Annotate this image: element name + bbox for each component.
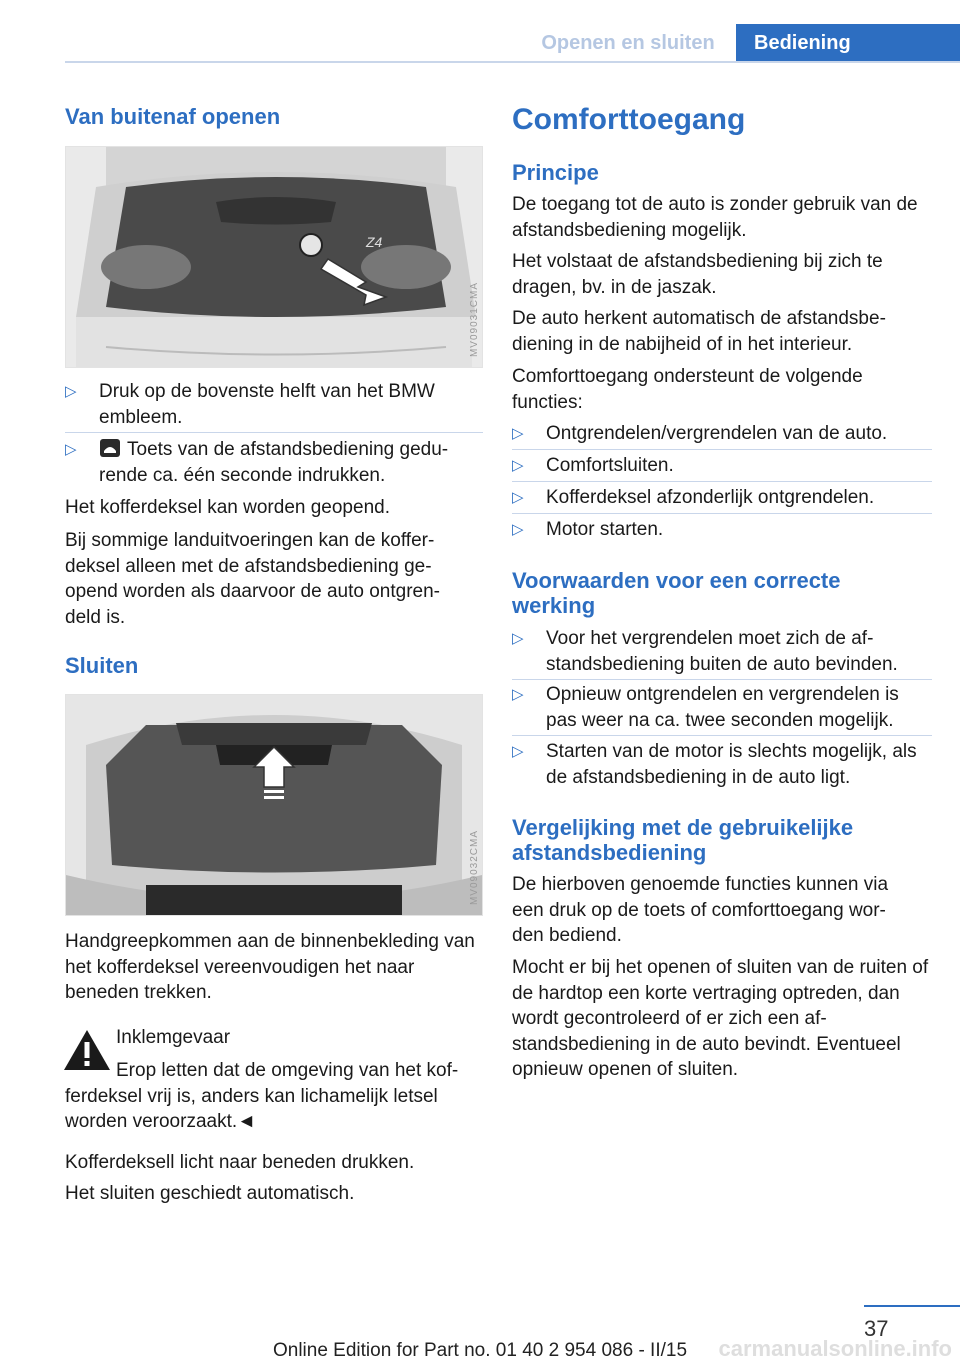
list-item: ▷ Kofferdeksel afzonderlijk ontgrendelen. [512,485,932,511]
paragraph: Het sluiten geschiedt automatisch. [65,1183,355,1204]
triangle-bullet-icon: ▷ [512,425,524,442]
divider [512,513,932,514]
paragraph: Kofferdeksell licht naar beneden drukken. [65,1152,415,1173]
footer-rule [864,1305,960,1307]
header-rule [65,61,960,63]
triangle-bullet-icon: ▷ [512,457,524,474]
list-item: ▷ Druk op de bovenste helft van het BMW embleem. [65,381,435,428]
header-chapter-tab: Bediening [736,24,960,62]
subheading-principle: Principe [512,160,599,185]
paragraph: Bij sommige landuitvoeringen kan de koffer- deksel alleen met de afstandsbediening ge- opend worden als daarvoor de auto ontgren- deld is. [65,530,440,628]
page-title: Comforttoegang [512,103,746,136]
paragraph: Mocht er bij het openen of sluiten van de ruiten of de hardtop een korte vertraging optreden, dan wordt gecontroleerd of er zich een af- standsbediening in de auto bevindt. Eventueel opnieuw openen of sluiten. [512,957,929,1080]
warning-title: Inklemgevaar [116,1027,231,1048]
watermark: carmanualsonline.info [718,1336,952,1361]
header-section-tab: Openen en sluiten [541,32,715,54]
list-item: ▷ Toets van de afstandsbediening gedu- rende ca. één seconde indrukken. [65,439,449,486]
page-number: 37 [864,1316,889,1341]
figure-trunk-exterior [65,146,483,368]
paragraph: Comforttoegang ondersteunt de volgende functies: [512,366,863,413]
paragraph: Het kofferdeksel kan worden geopend. [65,497,390,518]
list-item: ▷ Opnieuw ontgrendelen en vergrendelen is pas weer na ca. twee seconden mogelijk. [512,684,899,731]
triangle-bullet-icon: ▷ [512,686,524,703]
divider [512,735,932,736]
paragraph: De auto herkent automatisch de afstandsbe- diening in de nabijheid of in het interieur. [512,308,886,355]
paragraph: Het volstaat de afstandsbediening bij zich te dragen, bv. in de jaszak. [512,251,883,298]
divider [512,481,932,482]
list-item: ▷ Comfortsluiten. [512,453,932,479]
trunk-interior-illustration [66,695,482,915]
trunk-exterior-illustration [66,147,482,367]
triangle-bullet-icon: ▷ [512,630,524,647]
remote-key-trunk-icon [99,438,121,458]
paragraph: De hierboven genoemde functies kunnen via een druk op de toets of comforttoegang wor- den bediend. [512,874,889,946]
footer-edition: Online Edition for Part no. 01 40 2 954 086 - II/15 [272,1340,688,1361]
divider [512,449,932,450]
heading-close: Sluiten [65,653,139,678]
list-item: ▷ Starten van de motor is slechts mogelijk, als de afstandsbediening in de auto ligt. [512,741,917,788]
list-item: ▷ Ontgrendelen/vergrendelen van de auto. [512,421,932,447]
subheading-conditions: Voorwaarden voor een correcte werking [512,568,841,618]
triangle-bullet-icon: ▷ [512,521,524,538]
list-item: ▷ Motor starten. [512,517,932,543]
heading-open-from-outside: Van buitenaf openen [65,104,281,129]
triangle-bullet-icon: ▷ [65,441,77,458]
figure-code: MV09031CMA [469,281,480,357]
divider [512,679,932,680]
triangle-bullet-icon: ▷ [512,743,524,760]
subheading-comparison: Vergelijking met de gebruikelijke afstandsbediening [512,815,854,865]
figure-trunk-interior [65,694,483,916]
divider [65,432,483,433]
warning-text: Erop letten dat de omgeving van het kof- ferdeksel vrij is, anders kan lichamelijk letsel worden veroorzaakt.◄ [65,1060,459,1132]
paragraph: De toegang tot de auto is zonder gebruik van de afstandsbediening mogelijk. [512,194,918,241]
triangle-bullet-icon: ▷ [65,383,77,400]
svg-text:Z4: Z4 [366,234,383,250]
list-item: ▷ Voor het vergrendelen moet zich de af- standsbediening buiten de auto bevinden. [512,628,898,675]
paragraph: Handgreepkommen aan de binnenbekleding van het kofferdeksel vereenvoudigen het naar beneden trekken. [65,931,475,1003]
triangle-bullet-icon: ▷ [512,489,524,506]
figure-code: MV09032CMA [469,829,480,905]
